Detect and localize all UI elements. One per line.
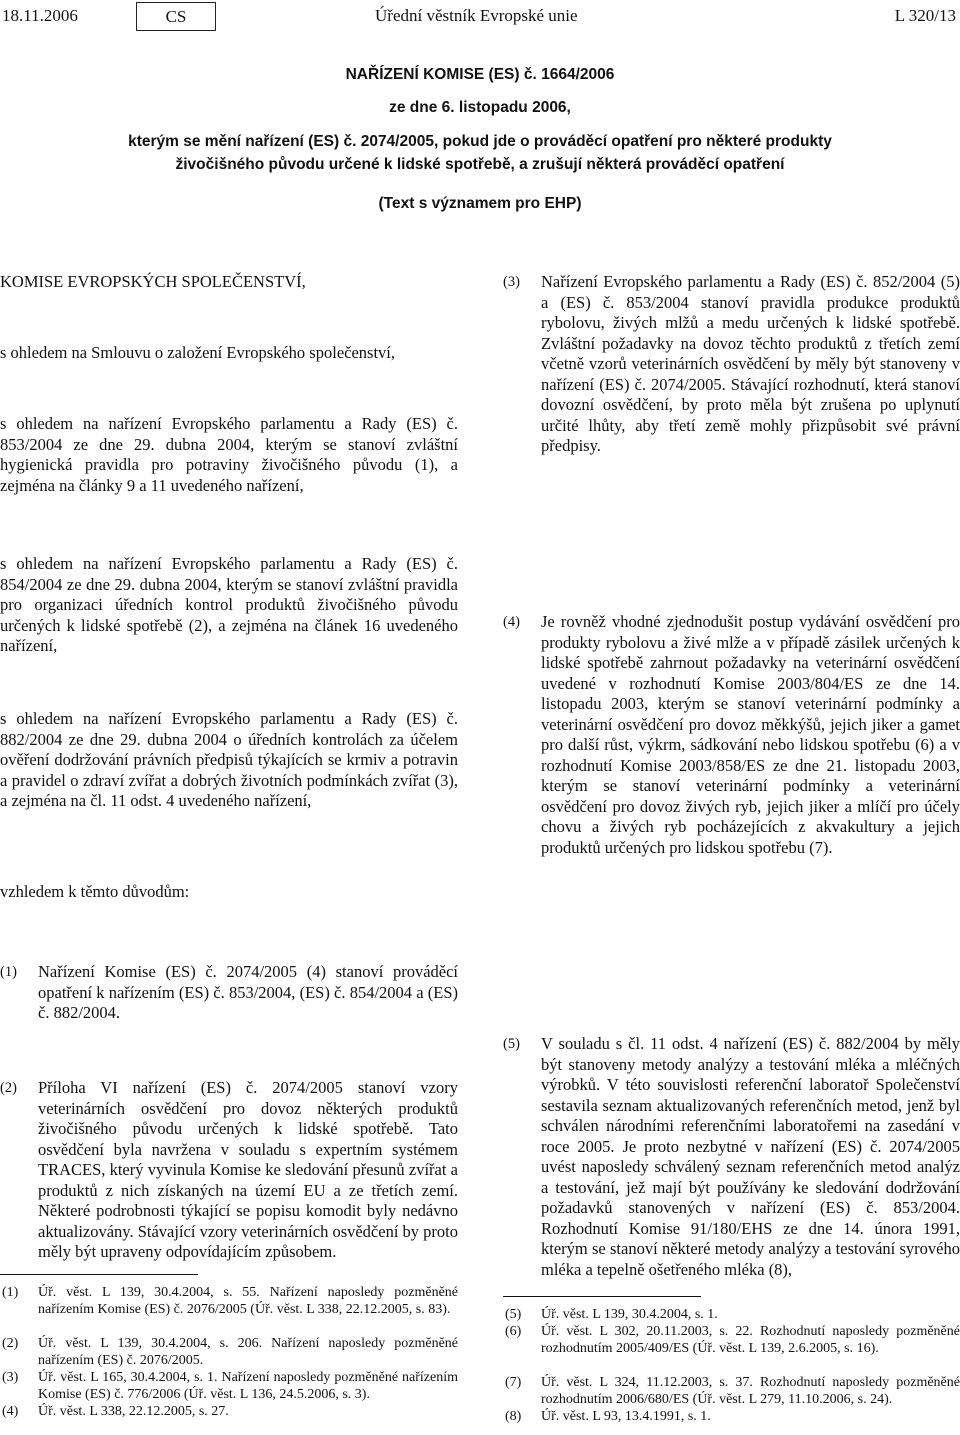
recital-text: Nařízení Evropského parlamentu a Rady (ES) č. 852/2004 (5) a (ES) č. 853/2004 stanoví pravidla produkce produktů rybolovu, živých mlžů a medu určených k lidské spotřebě. Zvláštní požadavky na dovoz těchto produktů z třetích zemí včetně vzorů veterinárních osvědčení by měly být stanoveny v nařízení (ES) č. 2074/2005. Stávající rozhodnutí, která stanoví dovozní osvědčení, by proto měla být zrušena po uplynutí určité lhůty, aby třetí země mohly přizpůsobit své právní předpisy. [541,272,960,455]
commission-heading: KOMISE EVROPSKÝCH SPOLEČENSTVÍ, [0,272,306,291]
page-reference: L 320/13 [894,6,956,25]
footnote-text: Úř. věst. L 139, 30.4.2004, s. 55. Nařízení naposledy pozměněné nařízením Komise (ES) č. 2076/2005 (Úř. věst. L 338, 22.12.2005, s. 83). [38,1285,458,1317]
regulation-subject-line-2: živočišného původu určené k lidské spotřebě, a zrušují některá prováděcí opatření [175,156,785,173]
footnote-7 [503,1374,960,1408]
footnote-divider-right [503,1296,701,1297]
recital-number: (3) [503,274,520,290]
footnote-number: (5) [505,1307,522,1322]
recital-5 [503,1034,960,1280]
regulation-subject-line-1: kterým se mění nařízení (ES) č. 2074/2005, pokud jde o prováděcí opatření pro některé produkty [128,133,832,150]
footnote-text: Úř. věst. L 139, 30.4.2004, s. 206. Nařízení naposledy pozměněné nařízením (ES) č. 2076/2005. [38,1336,458,1368]
recital-1 [0,962,458,1024]
footnote-number: (7) [505,1375,522,1390]
journal-name: Úřední věstník Evropské unie [375,6,578,25]
recitals-intro: vzhledem k těmto důvodům: [0,882,190,901]
footnote-number: (3) [2,1370,19,1385]
recital-text: Je rovněž vhodné zjednodušit postup vydávání osvědčení pro produkty rybolovu a živé mlže a v případě zásilek určených k lidské spotřebě zahrnout požadavky na veterinární osvědčení uvedené v rozhodnutí Komise 2003/804/ES ze dne 14. listopadu 2003, kterým se stanoví veterinární podmínky a veterinární osvědčení pro dovoz měkkýšů, jejich jiker a gamet pro další růst, výkrm, sádkování nebo lidskou spotřebu (6) a v rozhodnutí Komise 2003/858/ES ze dne 21. listopadu 2003, kterým se stanoví veterinární podmínky a veterinární osvědčení pro dovoz živých ryb, jejich jiker a mlíčí pro účely chovu a živých ryb pocházejících z akvakultury a jejich produktů určených pro lidskou spotřebu (7). [541,612,960,857]
footnote-8 [503,1408,960,1425]
footnote-text: Úř. věst. L 93, 13.4.1991, s. 1. [541,1409,711,1424]
footnote-number: (4) [2,1404,19,1419]
footnote-text: Úř. věst. L 324, 11.12.2003, s. 37. Rozhodnutí naposledy pozměněné rozhodnutím 2006/680/ES (Úř. věst. L 279, 11.10.2006, s. 24). [541,1375,960,1407]
citation-854-2004: s ohledem na nařízení Evropského parlamentu a Rady (ES) č. 854/2004 ze dne 29. dubna 2004, kterým se stanoví zvláštní pravidla pro organizaci úředních kontrol produktů živočišného původu určených k lidské spotřebě (2), a zejména na článek 16 uvedeného nařízení, [0,554,458,655]
language-badge: CS [136,2,216,31]
recital-number: (5) [503,1036,520,1052]
footnote-text: Úř. věst. L 139, 30.4.2004, s. 1. [541,1307,718,1322]
recital-2 [0,1078,458,1263]
recital-3 [503,272,960,457]
footnote-number: (2) [2,1336,19,1351]
footnote-text: Úř. věst. L 165, 30.4.2004, s. 1. Nařízení naposledy pozměněné nařízením Komise (ES) č. 776/2006 (Úř. věst. L 136, 24.5.2006, s. 3). [38,1370,458,1402]
recital-text: V souladu s čl. 11 odst. 4 nařízení (ES) č. 882/2004 by měly být stanoveny metody analýzy a testování mléka a mléčných výrobků. V této souvislosti referenční laboratoř Společenství sestavila seznam aktualizovaných referenčních metod, jenž byl schválen národními referenčními laboratořemi na zasedání v roce 2005. Je proto nezbytné v nařízení (ES) č. 2074/2005 uvést naposledy schválený seznam referenčních metod analýz a testování, jež mají být používány ke sledování dodržování požadavků stanovených v nařízení (ES) č. 853/2004. Rozhodnutí Komise 91/180/EHS ze dne 14. února 1991, kterým se stanoví některé metody analýzy a testování syrového mléka a tepelně ošetřeného mléka (8), [541,1034,960,1279]
regulation-title: NAŘÍZENÍ KOMISE (ES) č. 1664/2006 [345,66,615,83]
eea-relevance: (Text s významem pro EHP) [378,195,582,212]
recital-number: (4) [503,614,520,630]
footnote-4 [0,1403,458,1420]
citation-853-2004: s ohledem na nařízení Evropského parlamentu a Rady (ES) č. 853/2004 ze dne 29. dubna 2004, kterým se stanoví zvláštní hygienická pravidla pro potraviny živočišného původu (1), a zejména na články 9 a 11 uvedeného nařízení, [0,414,458,495]
recital-4 [503,612,960,858]
footnotes-right [503,1306,960,1425]
footnote-1 [0,1284,458,1335]
footnote-number: (1) [2,1285,19,1300]
recital-number: (1) [0,964,17,980]
citation-treaty: s ohledem na Smlouvu o založení Evropského společenství, [0,343,396,362]
footnote-divider-left [0,1274,198,1275]
regulation-date: ze dne 6. listopadu 2006, [389,99,571,116]
citation-882-2004: s ohledem na nařízení Evropského parlamentu a Rady (ES) č. 882/2004 ze dne 29. dubna 2004 o úředních kontrolách za účelem ověření dodržování právních předpisů týkajících se krmiv a potravin a pravidel o zdraví zvířat a dobrých životních podmínkách zvířat (3), a zejména na čl. 11 odst. 4 uvedeného nařízení, [0,709,458,810]
footnote-text: Úř. věst. L 302, 20.11.2003, s. 22. Rozhodnutí naposledy pozměněné rozhodnutím 2005/409/ES (Úř. věst. L 139, 2.6.2005, s. 16). [541,1324,960,1356]
footnote-6 [503,1323,960,1374]
footnote-3 [0,1369,458,1403]
recital-text: Příloha VI nařízení (ES) č. 2074/2005 stanoví vzory veterinárních osvědčení pro dovoz některých produktů živočišného původu určených k lidské spotřebě. Tato osvědčení byla navržena v souladu s expertním systémem TRACES, který vyvinula Komise ke sledování přesunů zvířat a produktů z nich získaných na území EU a ze třetích zemí. Některé podrobnosti týkající se popisu komodit byly nedávno aktualizovány. Stávající vzory veterinárních osvědčení by proto měly být upraveny odpovídajícím způsobem. [38,1078,458,1261]
footnote-number: (8) [505,1409,522,1424]
footnote-5 [503,1306,960,1323]
recital-text: Nařízení Komise (ES) č. 2074/2005 (4) stanoví prováděcí opatření k nařízením (ES) č. 853/2004, (ES) č. 854/2004 a (ES) č. 882/2004. [38,962,458,1022]
footnotes-left [0,1284,458,1420]
recital-number: (2) [0,1080,17,1096]
header-date: 18.11.2006 [2,6,78,25]
footnote-text: Úř. věst. L 338, 22.12.2005, s. 27. [38,1404,229,1419]
footnote-number: (6) [505,1324,522,1339]
footnote-2 [0,1335,458,1369]
